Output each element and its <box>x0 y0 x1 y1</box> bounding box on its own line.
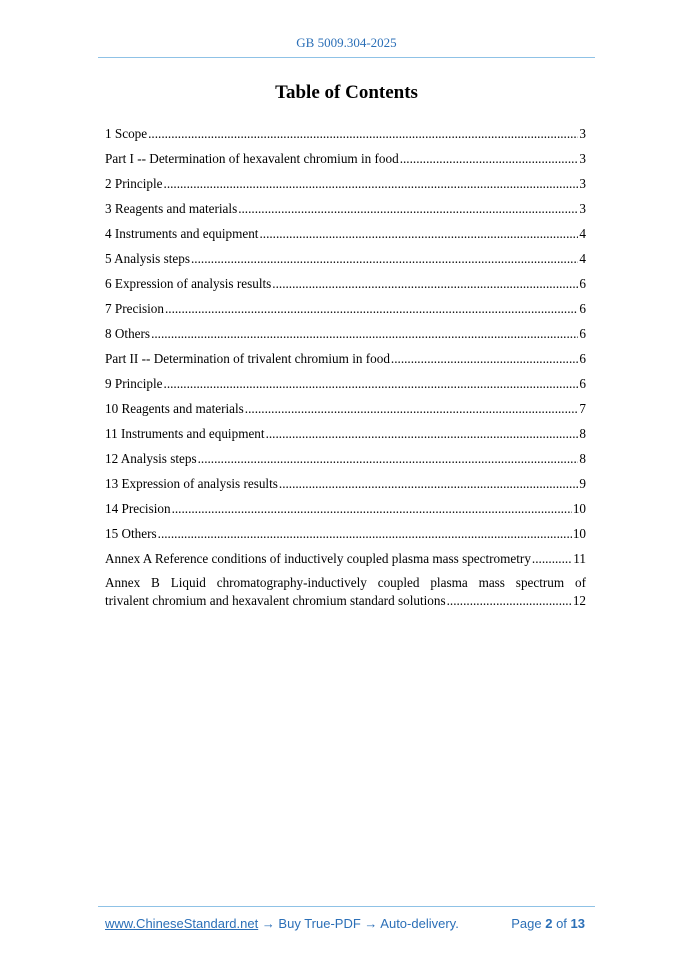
toc-entry[interactable] <box>105 217 586 242</box>
toc-entry-page: 10 <box>572 526 586 541</box>
toc-entry-title: 13 Expression of analysis results <box>105 476 278 491</box>
toc-title: Table of Contents <box>275 82 418 103</box>
toc-leader-dots <box>172 501 572 517</box>
toc-entry-page: 3 <box>579 151 586 166</box>
toc-entry-page: 6 <box>579 301 586 316</box>
toc-entry[interactable] <box>105 492 586 517</box>
toc-entry[interactable] <box>105 242 586 267</box>
page-label: Page <box>511 916 542 931</box>
toc-entry-title: Annex A Reference conditions of inductively coupled plasma mass spectrometry <box>105 551 531 566</box>
toc-entry[interactable] <box>105 267 586 292</box>
toc-entry-title: 3 Reagents and materials <box>105 201 238 216</box>
toc-entry-page: 4 <box>579 226 586 241</box>
toc-entry[interactable] <box>105 392 586 417</box>
standard-code: GB 5009.304-2025 <box>296 35 397 50</box>
toc-entry-title: 15 Others <box>105 526 157 541</box>
toc-leader-dots <box>148 126 578 142</box>
toc-entry[interactable] <box>105 574 586 610</box>
toc-entry-title: trivalent chromium and hexavalent chromium standard solutions <box>105 593 446 608</box>
toc-entry-title-line1: Annex B Liquid chromatography-inductively coupled plasma mass spectrum of <box>105 575 586 590</box>
toc-entry-page: 6 <box>579 351 586 366</box>
toc-entry[interactable] <box>105 467 586 492</box>
toc-leader-dots <box>238 201 578 217</box>
toc-entry[interactable] <box>105 317 586 342</box>
footer-divider <box>98 906 595 907</box>
toc-entry-title: 1 Scope <box>105 126 148 141</box>
toc-entry-page: 8 <box>579 426 586 441</box>
footer-promo <box>105 916 459 931</box>
toc-leader-dots <box>158 526 572 542</box>
toc-entry[interactable] <box>105 367 586 392</box>
toc-entry-page: 10 <box>572 501 586 516</box>
toc-entry-title: 14 Precision <box>105 501 171 516</box>
toc-entry[interactable] <box>105 117 586 142</box>
page-total: 13 <box>570 916 585 931</box>
toc-leader-dots <box>272 276 578 292</box>
toc-entry-title: 4 Instruments and equipment <box>105 226 259 241</box>
toc-entry-title: 8 Others <box>105 326 151 341</box>
toc-leader-dots <box>532 551 572 567</box>
toc-entry-page: 12 <box>572 593 586 608</box>
toc-leader-dots <box>245 401 579 417</box>
toc-entry-title: 9 Principle <box>105 376 163 391</box>
toc-entry-page: 3 <box>579 201 586 216</box>
toc-entry-page: 6 <box>579 276 586 291</box>
toc-entry-title: Part II -- Determination of trivalent chromium in food <box>105 351 390 366</box>
footer <box>105 916 585 931</box>
toc-entry[interactable] <box>105 442 586 467</box>
toc-entry-page: 7 <box>579 401 586 416</box>
toc-leader-dots <box>447 592 572 610</box>
toc-entry-page: 4 <box>579 251 586 266</box>
page-of: of <box>556 916 567 931</box>
toc-entry-title-line2 <box>105 592 586 610</box>
toc-entry[interactable] <box>105 417 586 442</box>
toc-leader-dots <box>279 476 579 492</box>
toc-leader-dots <box>191 251 578 267</box>
toc-entry[interactable] <box>105 342 586 367</box>
toc-entry[interactable] <box>105 517 586 542</box>
toc-leader-dots <box>164 376 579 392</box>
toc-entry[interactable] <box>105 292 586 317</box>
toc-leader-dots <box>266 426 579 442</box>
toc-entry-title: 7 Precision <box>105 301 164 316</box>
toc-leader-dots <box>391 351 578 367</box>
toc-entry-title: 11 Instruments and equipment <box>105 426 265 441</box>
toc-leader-dots <box>198 451 579 467</box>
toc-entry-title: Part I -- Determination of hexavalent chromium in food <box>105 151 399 166</box>
toc-entry-page: 9 <box>579 476 586 491</box>
toc-leader-dots <box>151 326 578 342</box>
toc-leader-dots <box>400 151 579 167</box>
toc-entry-page: 3 <box>579 126 586 141</box>
page-indicator <box>511 916 585 931</box>
toc-leader-dots <box>259 226 578 242</box>
toc-entry-title: 2 Principle <box>105 176 163 191</box>
toc-leader-dots <box>164 176 579 192</box>
toc-entry-page: 11 <box>573 551 586 566</box>
toc-entry-page: 6 <box>579 376 586 391</box>
toc-entry[interactable] <box>105 142 586 167</box>
table-of-contents <box>105 117 586 610</box>
toc-entry-title: 12 Analysis steps <box>105 451 197 466</box>
toc-entry[interactable] <box>105 167 586 192</box>
footer-tagline: → Buy True-PDF → Auto-delivery. <box>258 916 459 931</box>
toc-entry-title: 6 Expression of analysis results <box>105 276 272 291</box>
toc-entry-page: 6 <box>579 326 586 341</box>
site-link[interactable]: www.ChineseStandard.net <box>105 916 259 931</box>
toc-entry-title: 5 Analysis steps <box>105 251 190 266</box>
toc-entry-page: 8 <box>579 451 586 466</box>
toc-entry-page: 3 <box>579 176 586 191</box>
toc-entry[interactable] <box>105 192 586 217</box>
toc-entry-title: 10 Reagents and materials <box>105 401 244 416</box>
header-divider <box>98 57 595 58</box>
toc-entry[interactable] <box>105 542 586 567</box>
toc-leader-dots <box>165 301 578 317</box>
page-current: 2 <box>545 916 553 931</box>
